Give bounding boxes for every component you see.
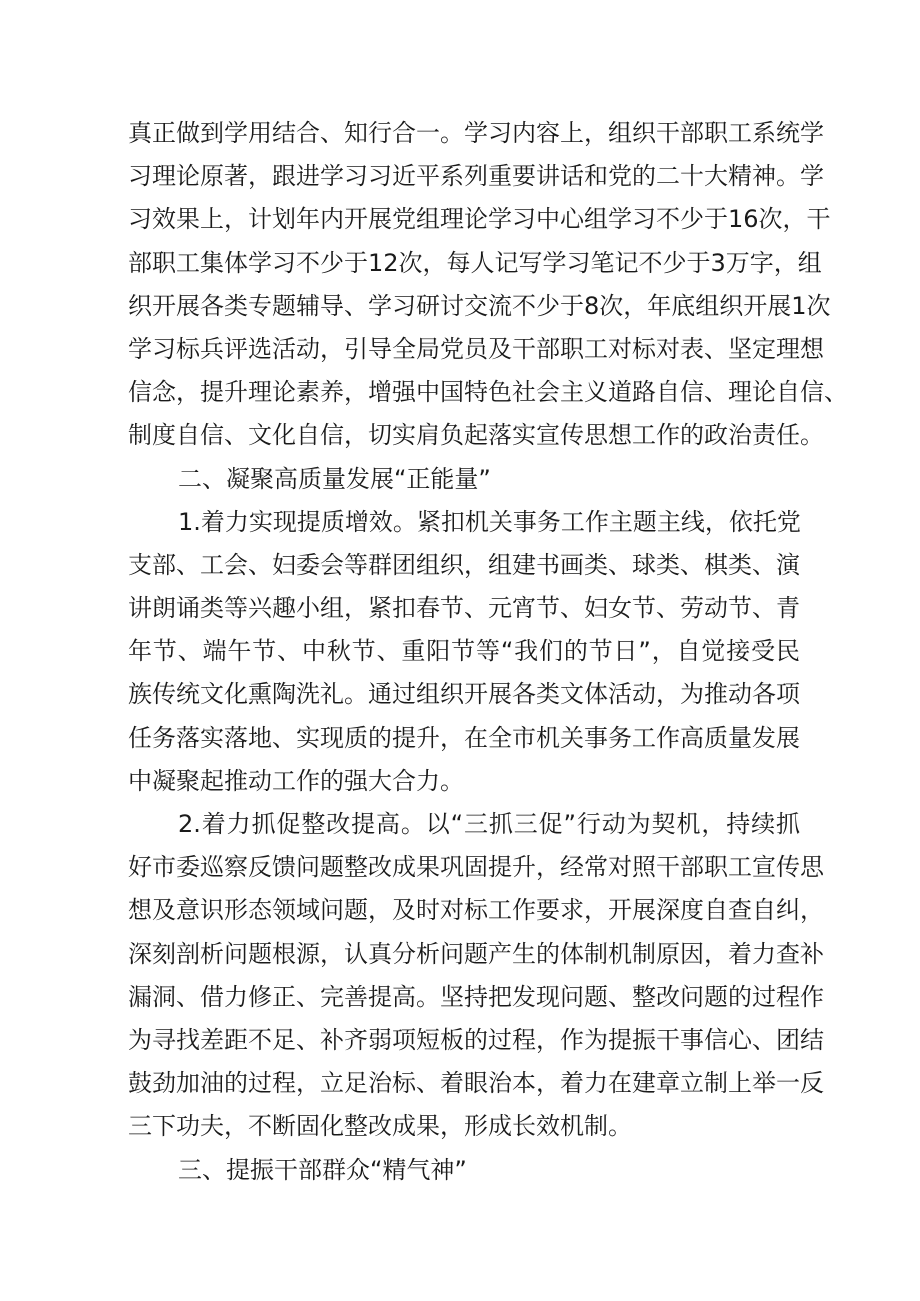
paragraph-line: 任务落实落地、实现质的提升，在全市机关事务工作高质量发展 [128, 723, 800, 752]
paragraph-line: 为寻找差距不足、补齐弱项短板的过程，作为提振干事信心、团结 [128, 1025, 824, 1054]
paragraph-line: 2.着力抓促整改提高。以“三抓三促”行动为契机，持续抓 [178, 810, 800, 838]
section-heading: 二、凝聚高质量发展“正能量” [178, 464, 491, 493]
paragraph-line: 1.着力实现提质增效。紧扣机关事务工作主题主线，依托党 [178, 507, 801, 536]
section-heading: 三、提振干部群众“精气神” [178, 1155, 467, 1184]
paragraph-line: 深刻剖析问题根源，认真分析问题产生的体制机制原因，着力查补 [128, 939, 824, 968]
paragraph-line: 信念，提升理论素养，增强中国特色社会主义道路自信、理论自信、 [128, 378, 848, 407]
paragraph-line: 讲朗诵类等兴趣小组，紧扣春节、元宵节、妇女节、劳动节、青 [128, 594, 800, 623]
paragraph-line: 织开展各类专题辅导、学习研讨交流不少于8次，年底组织开展1次 [128, 291, 831, 320]
paragraph-line: 三下功夫，不断固化整改成果，形成长效机制。 [128, 1112, 632, 1141]
paragraph-line: 鼓劲加油的过程，立足治标、着眼治本，着力在建章立制上举一反 [128, 1069, 824, 1098]
paragraph-line: 年节、端午节、中秋节、重阳节等“我们的节日”，自觉接受民 [128, 637, 800, 666]
paragraph-line: 支部、工会、妇委会等群团组织，组建书画类、球类、棋类、演 [128, 550, 800, 579]
body-text [128, 112, 848, 1192]
paragraph-line: 漏洞、借力修正、完善提高。坚持把发现问题、整改问题的过程作 [128, 982, 824, 1011]
paragraph-line: 族传统文化熏陶洗礼。通过组织开展各类文体活动，为推动各项 [128, 680, 800, 709]
paragraph-line: 部职工集体学习不少于12次，每人记写学习笔记不少于3万字，组 [128, 248, 822, 277]
paragraph-line: 制度自信、文化自信，切实肩负起落实宣传思想工作的政治责任。 [128, 421, 824, 450]
paragraph-line: 习效果上，计划年内开展党组理论学习中心组学习不少于16次，干 [128, 205, 831, 234]
paragraph-line: 好市委巡察反馈问题整改成果巩固提升，经常对照干部职工宣传思 [128, 853, 824, 882]
paragraph-line: 中凝聚起推动工作的强大合力。 [128, 766, 464, 795]
paragraph-line: 真正做到学用结合、知行合一。学习内容上，组织干部职工系统学 [128, 119, 824, 147]
paragraph-line: 想及意识形态领域问题，及时对标工作要求，开展深度自查自纠， [128, 896, 824, 925]
paragraph-line: 习理论原著，跟进学习习近平系列重要讲话和党的二十大精神。学 [128, 162, 824, 191]
paragraph-line: 学习标兵评选活动，引导全局党员及干部职工对标对表、坚定理想 [128, 334, 824, 363]
